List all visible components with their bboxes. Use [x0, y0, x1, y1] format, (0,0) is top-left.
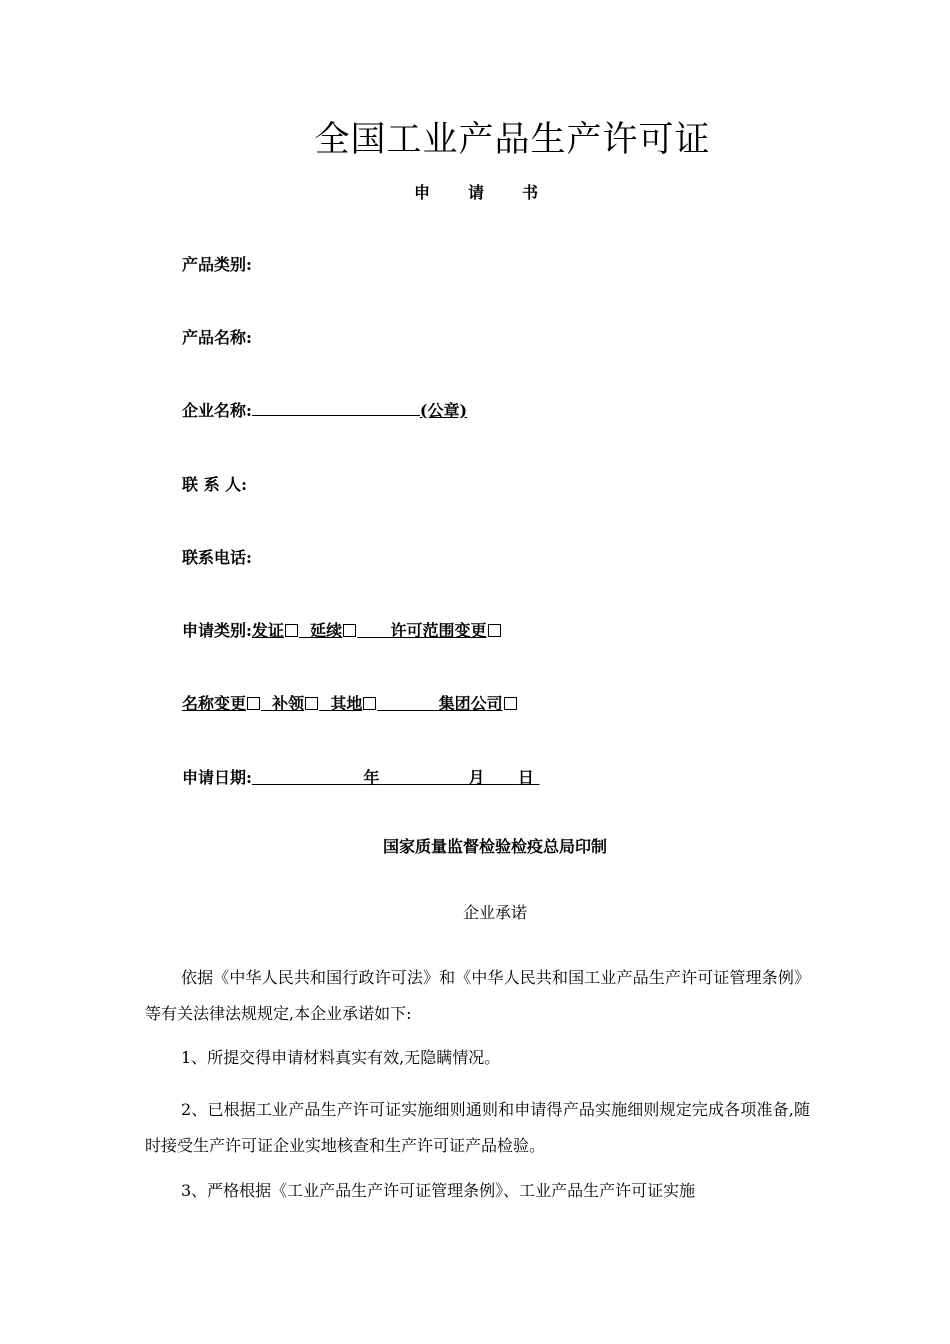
company-seal-note: (公章) [419, 401, 468, 420]
commitment-title: 企业承诺 [462, 903, 527, 922]
option-renew-label: 延续 [310, 621, 343, 640]
option-other-checkbox[interactable] [363, 697, 376, 710]
application-type-label: 申请类别: [182, 621, 252, 640]
company-name-blank[interactable] [252, 399, 420, 416]
application-date-label: 申请日期: [182, 768, 252, 787]
field-application-type [182, 618, 502, 641]
option-reissue-label: 补领 [272, 694, 305, 713]
field-product-name [182, 325, 252, 348]
printer-note: 国家质量监督检验检疫总局印制 [382, 837, 607, 856]
option-other-label: 其地 [330, 694, 363, 713]
date-month-label: 月 [468, 768, 485, 787]
company-name-label: 企业名称: [182, 401, 252, 420]
option-renew-checkbox[interactable] [343, 624, 356, 637]
option-scope-change-checkbox[interactable] [488, 624, 501, 637]
commitment-intro-paragraph: 依据《中华人民共和国行政许可法》和《中华人民共和国工业产品生产许可证管理条例》等有关法律法规规定,本企业承诺如下: [145, 968, 810, 1023]
commitment-item-3: 3、严格根据《工业产品生产许可证管理条例》、工业产品生产许可证实施 [181, 1181, 696, 1200]
option-rename-checkbox[interactable] [247, 697, 260, 710]
product-category-label: 产品类别: [182, 255, 252, 274]
field-contact-person [182, 472, 247, 495]
contact-person-label: 联 系 人: [182, 475, 248, 494]
option-rename-label: 名称变更 [182, 694, 247, 713]
commitment-item-1: 1、所提交得申请材料真实有效,无隐瞒情况。 [181, 1048, 501, 1067]
commitment-item-2: 2、已根据工业产品生产许可证实施细则通则和申请得产品实施细则规定完成各项准备,随时接受生产许可证企业实地核查和生产许可证产品检验。 [145, 1100, 810, 1155]
option-scope-change-label: 许可范围变更 [390, 621, 487, 640]
date-year-label: 年 [363, 768, 380, 787]
application-type-options [252, 621, 502, 640]
field-company-name [182, 398, 467, 421]
application-date-blanks[interactable] [252, 768, 540, 787]
field-application-type-more [182, 691, 518, 714]
option-group-label: 集团公司 [438, 694, 503, 713]
application-type-options-2 [182, 694, 518, 713]
option-reissue-checkbox[interactable] [305, 697, 318, 710]
field-contact-phone [182, 545, 252, 568]
option-issue-label: 发证 [251, 621, 284, 640]
document-title: 全国工业产品生产许可证 [314, 120, 711, 160]
document-subtitle: 申请书 [413, 183, 576, 202]
contact-phone-label: 联系电话: [182, 548, 252, 567]
option-issue-checkbox[interactable] [285, 624, 298, 637]
date-day-label: 日 [517, 768, 534, 787]
option-group-checkbox[interactable] [504, 697, 517, 710]
field-product-category [182, 252, 252, 275]
field-application-date [182, 765, 540, 788]
product-name-label: 产品名称: [182, 328, 252, 347]
